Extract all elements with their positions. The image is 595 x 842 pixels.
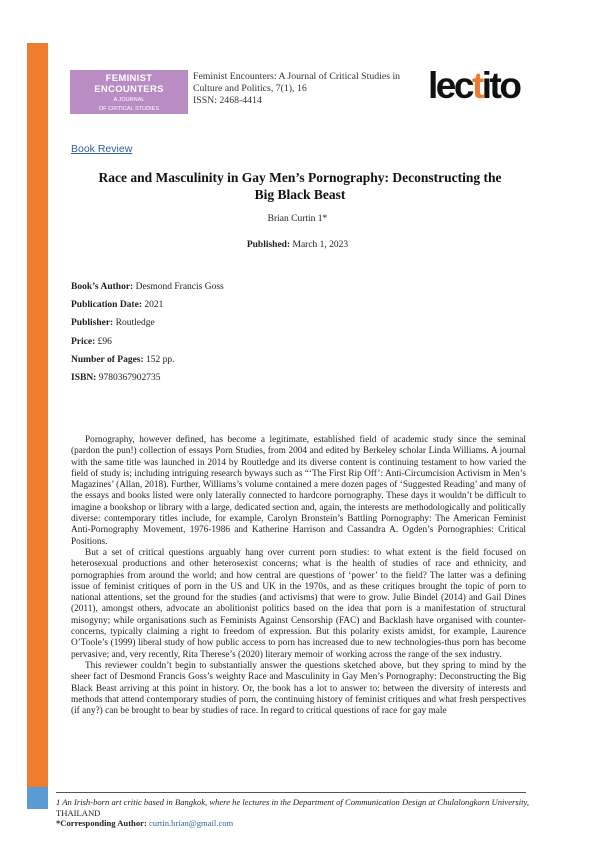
meta-price: Price: £96: [71, 336, 112, 347]
journal-issn: ISSN: 2468-4414: [193, 95, 262, 107]
body-paragraph: But a set of critical questions arguably hang over current porn studies: to what extent is the field focused on heterosexual productions and other heterosexist concerns; what is the health of studies of race and ethnicity, and pornographies from around the world; and how central are questions of ‘power’ to the field? The latter was a defining issue of feminist critiques of porn in the US and UK in the 1970s, and as these critiques brought the topic of porn to national attentions, set the ground for the studies (and activisms) that were to grow. Julie Bindel (2014) and Gail Dines (2011), amongst others, advocate an abolitionist politics based on the idea that porn is a manifestation of structural misogyny; while organisations such as Feminists Against Censorship (FAC) and Backlash have organised with counter-concerns, typically claiming a right to freedom of expression. But this polarity exists amidst, for example, Laurence O’Toole’s (1999) liberal study of how public access to porn has increased due to new technologies-thus porn has become pervasive; and, very recently, Rita Therese’s (2020) literary memoir of working across the range of the sex industry.: [71, 547, 526, 660]
article-type-link[interactable]: Book Review: [71, 143, 133, 155]
published-date: Published: March 1, 2023: [246, 240, 349, 250]
journal-citation-line: Feminist Encounters: A Journal of Critical Studies in: [193, 71, 401, 82]
journal-logo-title: FEMINIST ENCOUNTERS: [94, 73, 164, 95]
journal-logo-line: OF CRITICAL STUDIES: [98, 105, 160, 112]
publisher-logo: lectito: [428, 65, 520, 106]
footnote: [56, 797, 531, 829]
journal-citation: [193, 71, 433, 108]
meta-pages: Number of Pages: 152 pp.: [71, 354, 175, 365]
meta-author: Book’s Author: Desmond Francis Goss: [71, 282, 224, 292]
email-link[interactable]: curtin.brian@gmail.com: [146, 818, 234, 829]
author-line: Brian Curtin 1*: [267, 214, 328, 224]
journal-logo-line: A JOURNAL: [113, 97, 145, 103]
side-accent-bar-bottom: [27, 787, 48, 809]
meta-isbn: ISBN: 9780367902735: [71, 373, 161, 384]
book-metadata: [71, 278, 224, 387]
meta-publication-date: Publication Date: 2021: [71, 300, 164, 311]
footnote-divider: [56, 792, 526, 793]
journal-logo-line: IN CULTURE AND POLITICS: [92, 114, 166, 121]
author-affiliation: 1 An Irish-born art critic based in Bangkok, where he lectures in the Department of Communication Design at Chulalongkorn University, THAILAND: [56, 797, 529, 818]
body-paragraph: Pornography, however defined, has become a legitimate, established field of academic study since the seminal (pardon the pun!) collection of essays Porn Studies, from 2004 and edited by Berkeley scholar Linda Williams. A journal with the same title was launched in 2014 by Routledge and its diverse content is continuing testament to how varied the field of study is; including intriguing research byways such as “‘The First Rip Off’: Anti-Circumcision Activism in Men’s Magazines’ (Allan, 2018). Further, Williams’s volume contained a mere dozen pages of ‘Suggested Reading’ and many of the essays and books listed were only laterally connected to hardcore pornography. These days it wouldn’t be difficult to imagine a bookshop or library with a large, dedicated section and, again, the interests are methodologically and politically diverse: contemporary titles include, for example, Carolyn Bronstein’s Battling Pornography: The American Feminist Anti-Pornography Movement, 1976-1986 and Katherine Harrison and Cassandra A. Ogden’s Pornographies: Critical Positions.: [71, 435, 526, 547]
corresponding-author: *Corresponding Author: curtin.brian@gmail.com: [56, 818, 234, 829]
meta-publisher: Publisher: Routledge: [71, 318, 155, 329]
article-body: [71, 435, 526, 717]
journal-citation-line: Culture and Politics, 7(1), 16: [193, 83, 307, 95]
article-title: Race and Masculinity in Gay Men’s Pornography: Deconstructing the Big Black Beast: [98, 170, 502, 202]
body-paragraph: This reviewer couldn’t begin to substantially answer the questions sketched above, but they spring to mind by the sheer fact of Desmond Francis Goss’s weighty Race and Masculinity in Gay Men’s Pornography: Deconstructing the Big Black Beast arriving at this point in history. Or, the book has a lot to answer to: between the diversity of interests and methods that attend contemporary studies of porn, the continuing history of feminist critiques and what fresh perspectives (if any?) can be brought to bear by studies of race. In regard to critical questions of race for gay male: [71, 660, 526, 717]
side-accent-bar: [27, 43, 48, 805]
journal-logo: [70, 70, 188, 121]
